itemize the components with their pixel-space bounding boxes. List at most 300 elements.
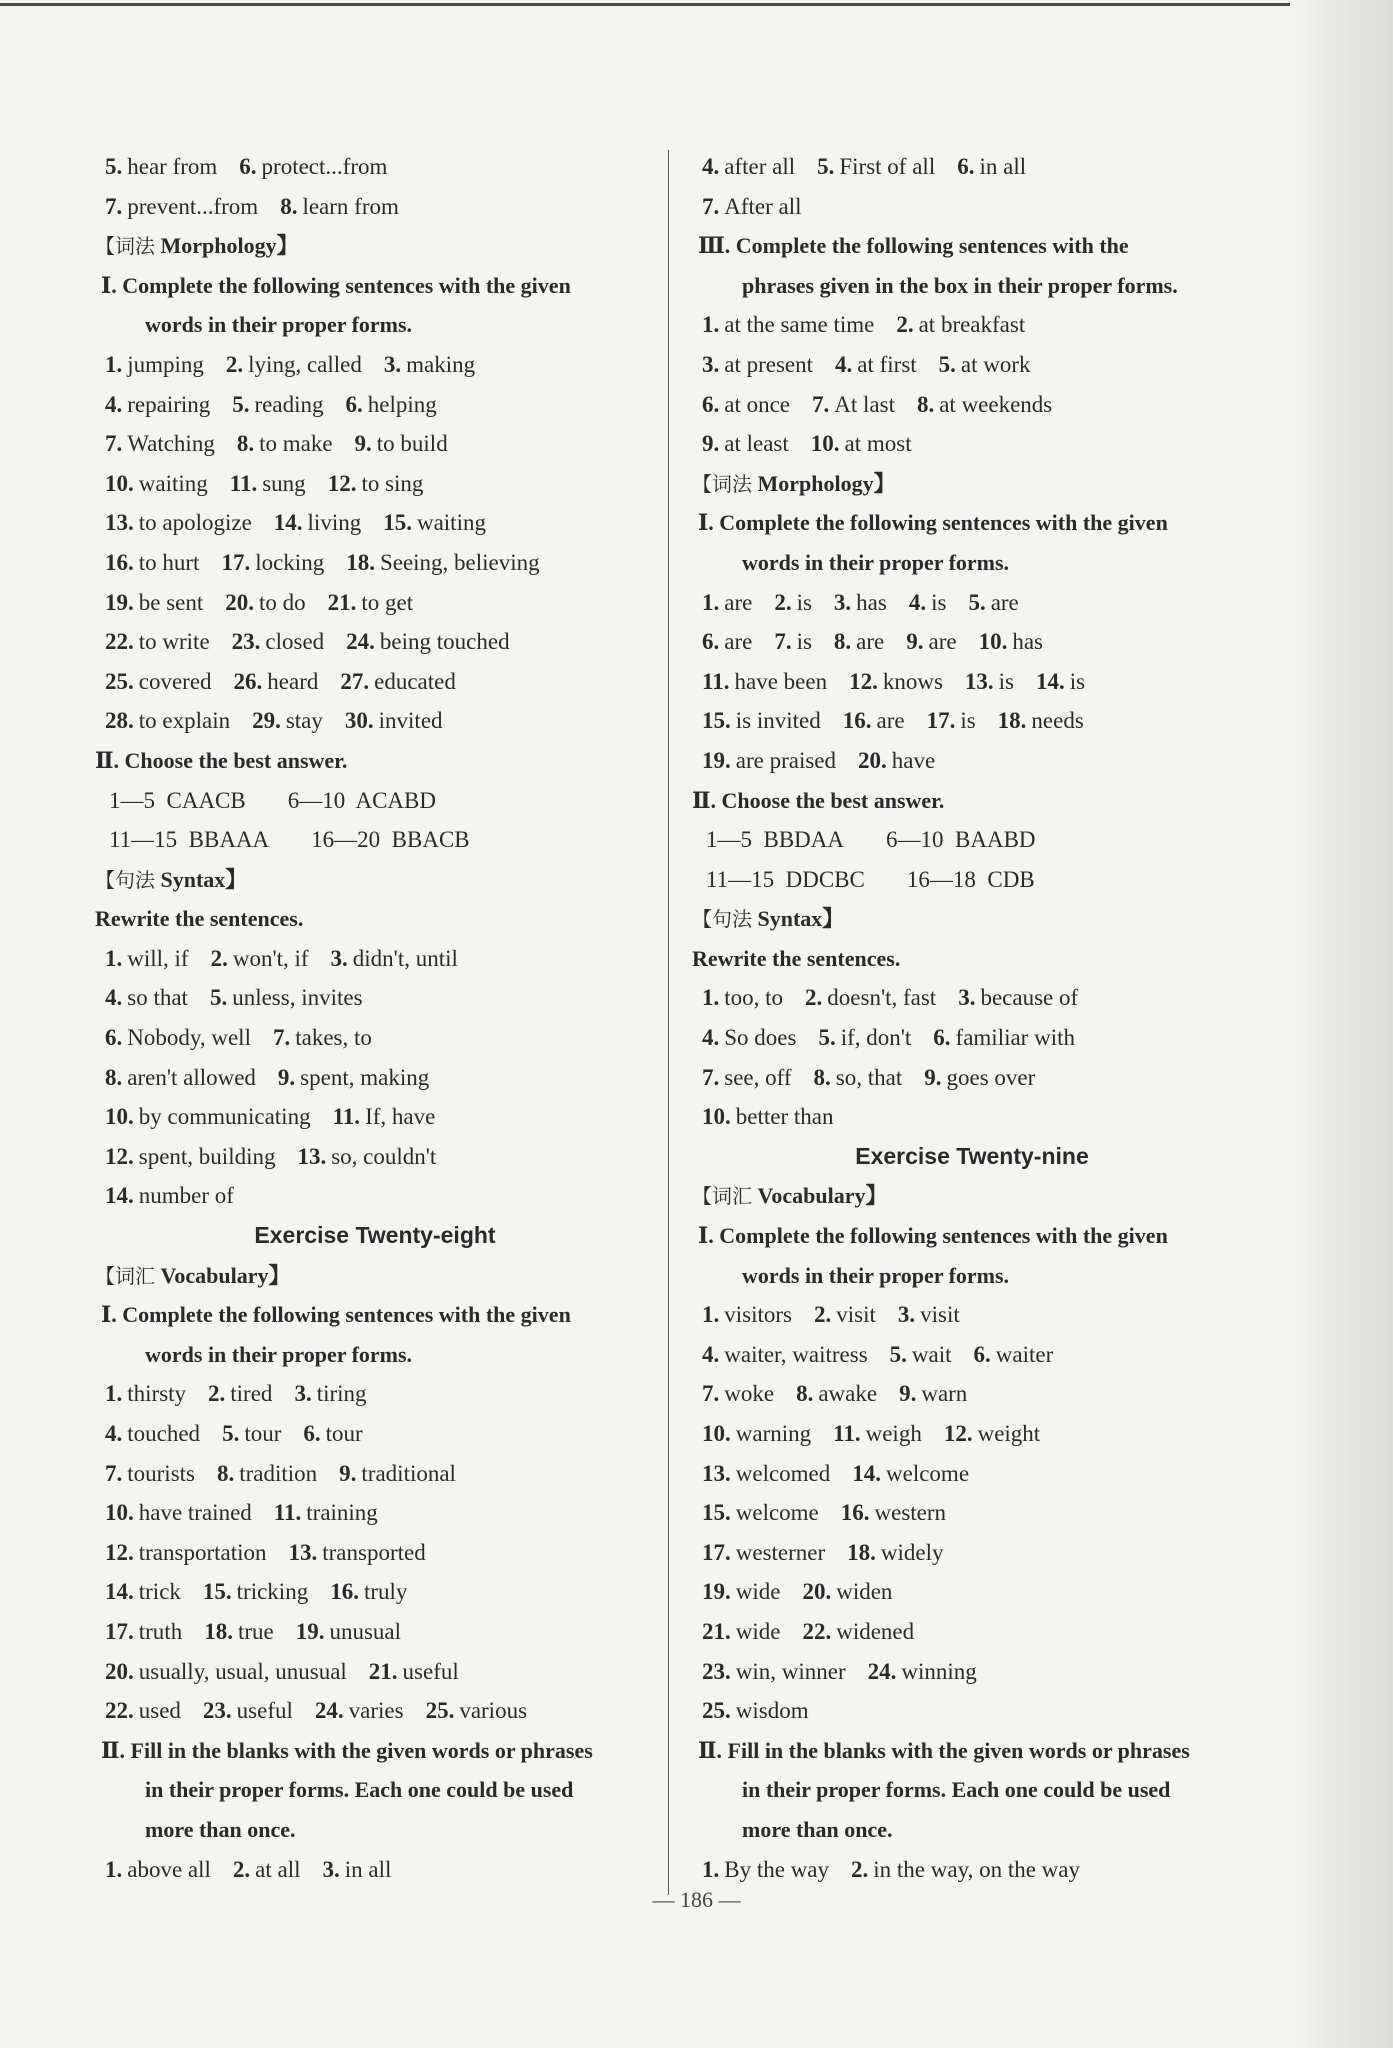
answer-text: thirsty	[127, 1381, 187, 1407]
answer-item	[105, 1659, 347, 1684]
answer-text: weight	[977, 1421, 1041, 1446]
answer-text: useful	[236, 1698, 293, 1724]
answer-text: is	[931, 589, 947, 615]
answer-text: because of	[980, 985, 1079, 1011]
answer-number: 22.	[802, 1618, 832, 1644]
answer-item	[346, 629, 509, 654]
answer-number: 7.	[812, 391, 830, 417]
answer-number: 10.	[105, 470, 134, 496]
answer-number: 8.	[280, 193, 298, 219]
answer-text: visitors	[724, 1302, 792, 1328]
answer-text: westerner	[735, 1539, 826, 1565]
answer-item	[906, 629, 956, 654]
answer-text: are	[876, 708, 905, 734]
answer-item	[965, 669, 1014, 694]
answer-number: 6.	[933, 1025, 951, 1051]
answer-number: 9.	[339, 1460, 357, 1486]
answer-item	[702, 194, 802, 219]
answer-line	[692, 1018, 1252, 1058]
section-header	[95, 226, 655, 266]
answer-text: training	[306, 1500, 378, 1526]
answer-text: tourists	[127, 1460, 195, 1486]
answer-text: touched	[127, 1421, 201, 1446]
answer-text: at once	[724, 391, 791, 417]
instruction-line: Rewrite the sentences.	[692, 945, 901, 971]
answer-line	[692, 385, 1252, 425]
answer-text: waiter, waitress	[724, 1341, 868, 1367]
answer-item	[426, 1698, 527, 1723]
answer-line	[692, 1652, 1252, 1692]
answer-number: 3.	[294, 1381, 312, 1407]
answer-number: 12.	[105, 1143, 134, 1169]
answer-text: jumping	[127, 351, 204, 377]
answer-item	[226, 352, 362, 377]
answer-text: closed	[265, 629, 325, 655]
answer-line	[692, 662, 1252, 702]
answer-number: 23.	[231, 629, 261, 655]
answer-text: are	[990, 589, 1019, 615]
answer-line	[692, 1533, 1252, 1573]
answer-number: 4.	[105, 391, 123, 417]
answer-text: At last	[834, 391, 895, 417]
answer-item	[237, 431, 333, 456]
answer-text: to sing	[361, 470, 424, 496]
answer-item	[835, 352, 917, 377]
answer-line	[692, 1058, 1252, 1098]
answer-line	[692, 305, 1252, 345]
answer-number: 11.	[273, 1500, 302, 1526]
answer-number: 10.	[105, 1104, 134, 1130]
answer-number: 8.	[813, 1064, 831, 1090]
answer-text: spent, making	[300, 1064, 430, 1090]
answer-number: 1.	[105, 1856, 123, 1882]
answer-line	[95, 1176, 655, 1216]
answer-item	[105, 194, 258, 219]
answer-item	[105, 1421, 200, 1446]
answer-item	[957, 154, 1026, 179]
answer-item	[851, 1857, 1080, 1882]
answer-line	[95, 464, 655, 504]
answer-item	[233, 1857, 301, 1882]
answer-item	[105, 392, 210, 417]
answer-line	[95, 1652, 655, 1692]
answer-text: at first	[857, 351, 917, 377]
answer-number: 15.	[202, 1579, 232, 1605]
answer-text: too, to	[724, 985, 784, 1011]
answer-item	[702, 1104, 833, 1129]
answer-item	[958, 985, 1078, 1010]
answer-number: 1.	[702, 1302, 720, 1328]
answer-text: in all	[979, 154, 1027, 179]
answer-item	[105, 1500, 252, 1525]
answer-number: 17.	[105, 1618, 134, 1644]
answer-text: weigh	[865, 1421, 922, 1446]
answer-number: 18.	[847, 1539, 876, 1565]
answer-number: 19.	[702, 747, 731, 773]
answer-text: being touched	[379, 629, 510, 655]
answer-text: has	[856, 589, 887, 615]
answer-item	[968, 590, 1018, 615]
answer-number: 3.	[833, 589, 852, 615]
answer-number: 24.	[346, 629, 375, 655]
answer-item	[273, 1025, 372, 1050]
answer-number: 15.	[702, 708, 731, 734]
answer-number: 7.	[702, 1064, 720, 1090]
answer-number: 6.	[702, 391, 720, 417]
answer-number: 2.	[813, 1302, 832, 1328]
answer-text: widened	[836, 1618, 915, 1644]
answer-text: tour	[325, 1421, 363, 1446]
answer-number: 7.	[702, 193, 720, 219]
answer-number: 2.	[208, 1381, 226, 1407]
answer-number: 14.	[852, 1460, 882, 1486]
answer-text: above all	[127, 1856, 211, 1882]
answer-text: at the same time	[724, 312, 875, 338]
answer-item	[847, 1540, 943, 1565]
answer-number: 7.	[105, 431, 123, 457]
answer-text: If, have	[365, 1104, 436, 1130]
answer-line	[95, 1533, 655, 1573]
answer-item	[979, 629, 1043, 654]
answer-item	[702, 431, 789, 456]
answer-item	[702, 352, 813, 377]
answer-text: tricking	[236, 1579, 309, 1605]
answer-number: 14.	[105, 1183, 134, 1209]
answer-text: varies	[348, 1698, 404, 1724]
answer-line	[692, 622, 1252, 662]
section-header-en: Syntax】	[160, 866, 248, 892]
answer-item	[834, 590, 887, 615]
answer-number: 10.	[978, 629, 1008, 655]
answer-item	[217, 1461, 317, 1486]
answer-text: to get	[361, 589, 414, 615]
answer-line	[692, 424, 1252, 464]
answer-item	[702, 1381, 774, 1406]
answer-text: waiting	[416, 510, 486, 536]
answer-number: 8.	[216, 1460, 235, 1486]
answer-text: waiter	[995, 1341, 1054, 1367]
answer-item	[802, 1619, 914, 1644]
instruction-text: words in their proper forms.	[742, 1262, 1010, 1288]
answer-item	[812, 392, 895, 417]
answer-line	[95, 147, 655, 187]
answer-text: familiar with	[955, 1025, 1075, 1051]
answer-item	[998, 708, 1084, 733]
answer-item	[328, 590, 414, 615]
answer-number: 14.	[273, 510, 303, 536]
answer-item	[774, 629, 812, 654]
answer-text: helping	[367, 391, 437, 417]
section-header-zh: 【词汇	[95, 1263, 155, 1288]
answer-number: 16.	[105, 549, 134, 575]
choice-answers	[692, 860, 1252, 900]
answer-line	[692, 1454, 1252, 1494]
answer-number: 2.	[774, 589, 792, 615]
answer-item	[833, 1421, 922, 1446]
answer-item	[105, 669, 212, 694]
answer-number: 25.	[105, 668, 134, 694]
answer-item	[939, 352, 1031, 377]
answer-text: see, off	[724, 1064, 792, 1090]
answer-text: tired	[230, 1381, 273, 1407]
answer-item	[105, 1065, 256, 1090]
answer-text: living	[307, 510, 362, 536]
answer-number: 20.	[105, 1658, 134, 1684]
answer-number: 15.	[702, 1500, 731, 1526]
answer-text: to explain	[138, 708, 231, 734]
answer-item	[814, 1302, 876, 1327]
answer-number: 19.	[702, 1579, 731, 1605]
answer-text: at all	[255, 1856, 301, 1882]
column-divider	[668, 150, 669, 1895]
section-header-en: Morphology】	[757, 470, 896, 496]
instruction-text: Ⅰ. Complete the following sentences with the given	[101, 272, 571, 298]
answer-text: hear from	[127, 154, 218, 179]
answer-number: 24.	[314, 1698, 344, 1724]
answer-item	[927, 708, 976, 733]
answer-line	[95, 1493, 655, 1533]
answer-text: warning	[735, 1421, 812, 1446]
answer-text: if, don't	[840, 1025, 912, 1051]
answer-text: widely	[880, 1539, 944, 1565]
answer-number: 1.	[702, 589, 720, 615]
answer-item	[105, 708, 230, 733]
answer-item	[702, 1342, 868, 1367]
answer-number: 15.	[383, 510, 412, 536]
answer-text: at most	[844, 431, 912, 457]
answer-item	[340, 669, 455, 694]
answer-number: 11.	[702, 668, 730, 694]
answer-text: be sent	[138, 589, 204, 615]
page-edge-shadow	[1293, 0, 1393, 2048]
answer-text: to make	[259, 431, 333, 457]
answer-number: 1.	[702, 312, 720, 338]
answer-number: 19.	[295, 1618, 325, 1644]
answer-line	[692, 978, 1252, 1018]
answer-item	[105, 352, 204, 377]
answer-number: 3.	[958, 985, 976, 1011]
answer-number: 6.	[702, 629, 720, 655]
section-header	[692, 464, 1252, 504]
answer-text: to apologize	[138, 510, 252, 536]
answer-item	[933, 1025, 1075, 1050]
answer-number: 5.	[889, 1341, 907, 1367]
answer-text: truth	[138, 1618, 183, 1644]
answer-text: is	[960, 708, 976, 734]
answer-item	[105, 431, 215, 456]
answer-number: 11.	[229, 470, 258, 496]
answer-text: visit	[920, 1302, 960, 1328]
answer-item	[333, 1104, 436, 1129]
answer-text: to build	[376, 431, 448, 457]
section-header-zh: 【词汇	[692, 1184, 752, 1209]
answer-number: 29.	[252, 708, 281, 734]
answer-text: widen	[836, 1579, 893, 1605]
instruction-text: Ⅱ. Fill in the blanks with the given words or phrases	[101, 1737, 593, 1763]
answer-item	[105, 154, 217, 179]
answer-text: Seeing, believing	[379, 549, 540, 575]
answer-text: to write	[138, 629, 210, 655]
choice-group: 11—15 BBAAA	[109, 827, 270, 853]
answer-number: 23.	[702, 1658, 731, 1684]
answer-number: 11.	[332, 1104, 361, 1130]
answer-number: 4.	[105, 985, 123, 1011]
answer-item	[702, 1500, 819, 1525]
answer-number: 9.	[899, 1381, 917, 1407]
answer-number: 1.	[702, 1856, 720, 1882]
answer-number: 2.	[232, 1856, 251, 1882]
answer-item	[702, 1659, 846, 1684]
section-header-en: Morphology】	[160, 233, 299, 259]
answer-text: heard	[267, 668, 319, 694]
answer-number: 7.	[105, 193, 123, 219]
answer-number: 8.	[916, 391, 935, 417]
answer-item	[105, 1540, 267, 1565]
answer-line	[692, 1335, 1252, 1375]
answer-line	[95, 1137, 655, 1177]
answer-text: win, winner	[735, 1658, 846, 1684]
answer-line	[95, 543, 655, 583]
answer-text: reading	[254, 391, 324, 417]
answer-number: 1.	[105, 1381, 123, 1407]
answer-text: so that	[127, 985, 188, 1011]
section-header-zh: 【句法	[692, 907, 752, 932]
answer-text: Nobody, well	[127, 1025, 251, 1051]
answer-number: 21.	[702, 1618, 731, 1644]
answer-item	[303, 1421, 362, 1446]
answer-number: 2.	[805, 985, 823, 1011]
answer-number: 17.	[702, 1539, 731, 1565]
answer-line	[95, 1691, 655, 1731]
answer-number: 22.	[105, 1698, 134, 1724]
answer-item	[315, 1698, 404, 1723]
answer-number: 9.	[277, 1064, 296, 1090]
answer-item	[369, 1659, 459, 1684]
answer-number: 17.	[926, 708, 956, 734]
answer-text: have trained	[138, 1500, 252, 1526]
answer-number: 12.	[943, 1421, 973, 1446]
answer-number: 5.	[817, 154, 835, 179]
answer-text: woke	[724, 1381, 775, 1407]
answer-number: 18.	[204, 1618, 233, 1644]
answer-item	[274, 1500, 378, 1525]
answer-item	[208, 1381, 272, 1406]
answer-number: 13.	[288, 1539, 318, 1565]
answer-line	[95, 583, 655, 623]
answer-number: 8.	[833, 629, 852, 655]
instruction-text: in their proper forms. Each one could be used	[742, 1777, 1171, 1803]
answer-text: usually, usual, unusual	[138, 1658, 347, 1684]
answer-text: are	[724, 629, 753, 655]
choice-group: 6—10 ACABD	[287, 787, 436, 813]
exercise-title: Exercise Twenty-nine	[855, 1142, 1089, 1169]
answer-line	[692, 187, 1252, 227]
instruction-text: more than once.	[742, 1816, 893, 1842]
answer-item	[105, 510, 252, 535]
page-number: — 186 —	[652, 1887, 741, 1912]
answer-item	[858, 748, 935, 773]
answer-item	[890, 1342, 952, 1367]
answer-number: 10.	[702, 1104, 731, 1130]
answer-number: 26.	[233, 668, 263, 694]
answer-number: 6.	[239, 154, 257, 179]
answer-item	[105, 1183, 234, 1208]
answer-number: 9.	[924, 1064, 942, 1090]
section-header-zh: 【句法	[95, 867, 155, 892]
answer-text: better than	[735, 1104, 834, 1130]
exercise-title: Exercise Twenty-eight	[254, 1222, 496, 1249]
answer-line	[692, 345, 1252, 385]
answer-line	[95, 1414, 655, 1454]
answer-text: transported	[322, 1539, 426, 1565]
answer-item	[702, 590, 752, 615]
section-header-zh: 【词法	[692, 471, 752, 496]
answer-text: won't, if	[232, 945, 309, 971]
answer-line	[95, 978, 655, 1018]
answer-line	[95, 1058, 655, 1098]
section-header-en: Vocabulary】	[757, 1183, 888, 1209]
answer-number: 3.	[330, 945, 348, 971]
answer-text: educated	[374, 668, 456, 694]
answer-item	[384, 352, 475, 377]
answer-text: wisdom	[735, 1698, 809, 1724]
answer-item	[234, 669, 319, 694]
answer-item	[702, 1421, 811, 1446]
answer-text: awake	[818, 1381, 878, 1407]
answer-item	[105, 1461, 195, 1486]
answer-text: wide	[735, 1579, 781, 1605]
answer-text: unusual	[329, 1618, 402, 1644]
answer-item	[105, 1698, 181, 1723]
answer-number: 2.	[896, 312, 914, 338]
answer-item	[702, 1461, 830, 1486]
answer-line	[692, 1097, 1252, 1137]
answer-number: 6.	[973, 1341, 991, 1367]
answer-text: Watching	[127, 431, 215, 457]
instruction-text: words in their proper forms.	[145, 1341, 413, 1367]
answer-item	[105, 1579, 181, 1604]
answer-text: transportation	[138, 1539, 267, 1565]
answer-item	[203, 1579, 308, 1604]
answer-line	[95, 385, 655, 425]
section-header	[692, 899, 1252, 939]
answer-text: is	[796, 629, 812, 655]
answer-line	[692, 1295, 1252, 1335]
answer-number: 13.	[964, 668, 994, 694]
answer-number: 4.	[702, 1025, 720, 1051]
answer-item	[774, 590, 812, 615]
instruction-text: phrases given in the box in their proper forms.	[742, 272, 1178, 298]
answer-number: 9.	[354, 431, 372, 457]
answer-number: 25.	[425, 1698, 455, 1724]
answer-number: 1.	[105, 351, 123, 377]
instruction-line: Rewrite the sentences.	[95, 906, 304, 932]
answer-number: 5.	[222, 1421, 240, 1446]
answer-number: 7.	[105, 1460, 123, 1486]
answer-text: useful	[402, 1658, 459, 1684]
section-header-en: Syntax】	[757, 906, 845, 932]
answer-text: at present	[724, 351, 814, 377]
answer-number: 17.	[221, 549, 251, 575]
answer-item	[355, 431, 448, 456]
answer-item	[297, 1144, 436, 1169]
answer-text: in all	[344, 1856, 392, 1882]
left-column	[95, 147, 655, 1889]
answer-number: 5.	[968, 589, 986, 615]
answer-item	[702, 1579, 780, 1604]
answer-item	[294, 1381, 366, 1406]
answer-number: 3.	[702, 351, 720, 377]
